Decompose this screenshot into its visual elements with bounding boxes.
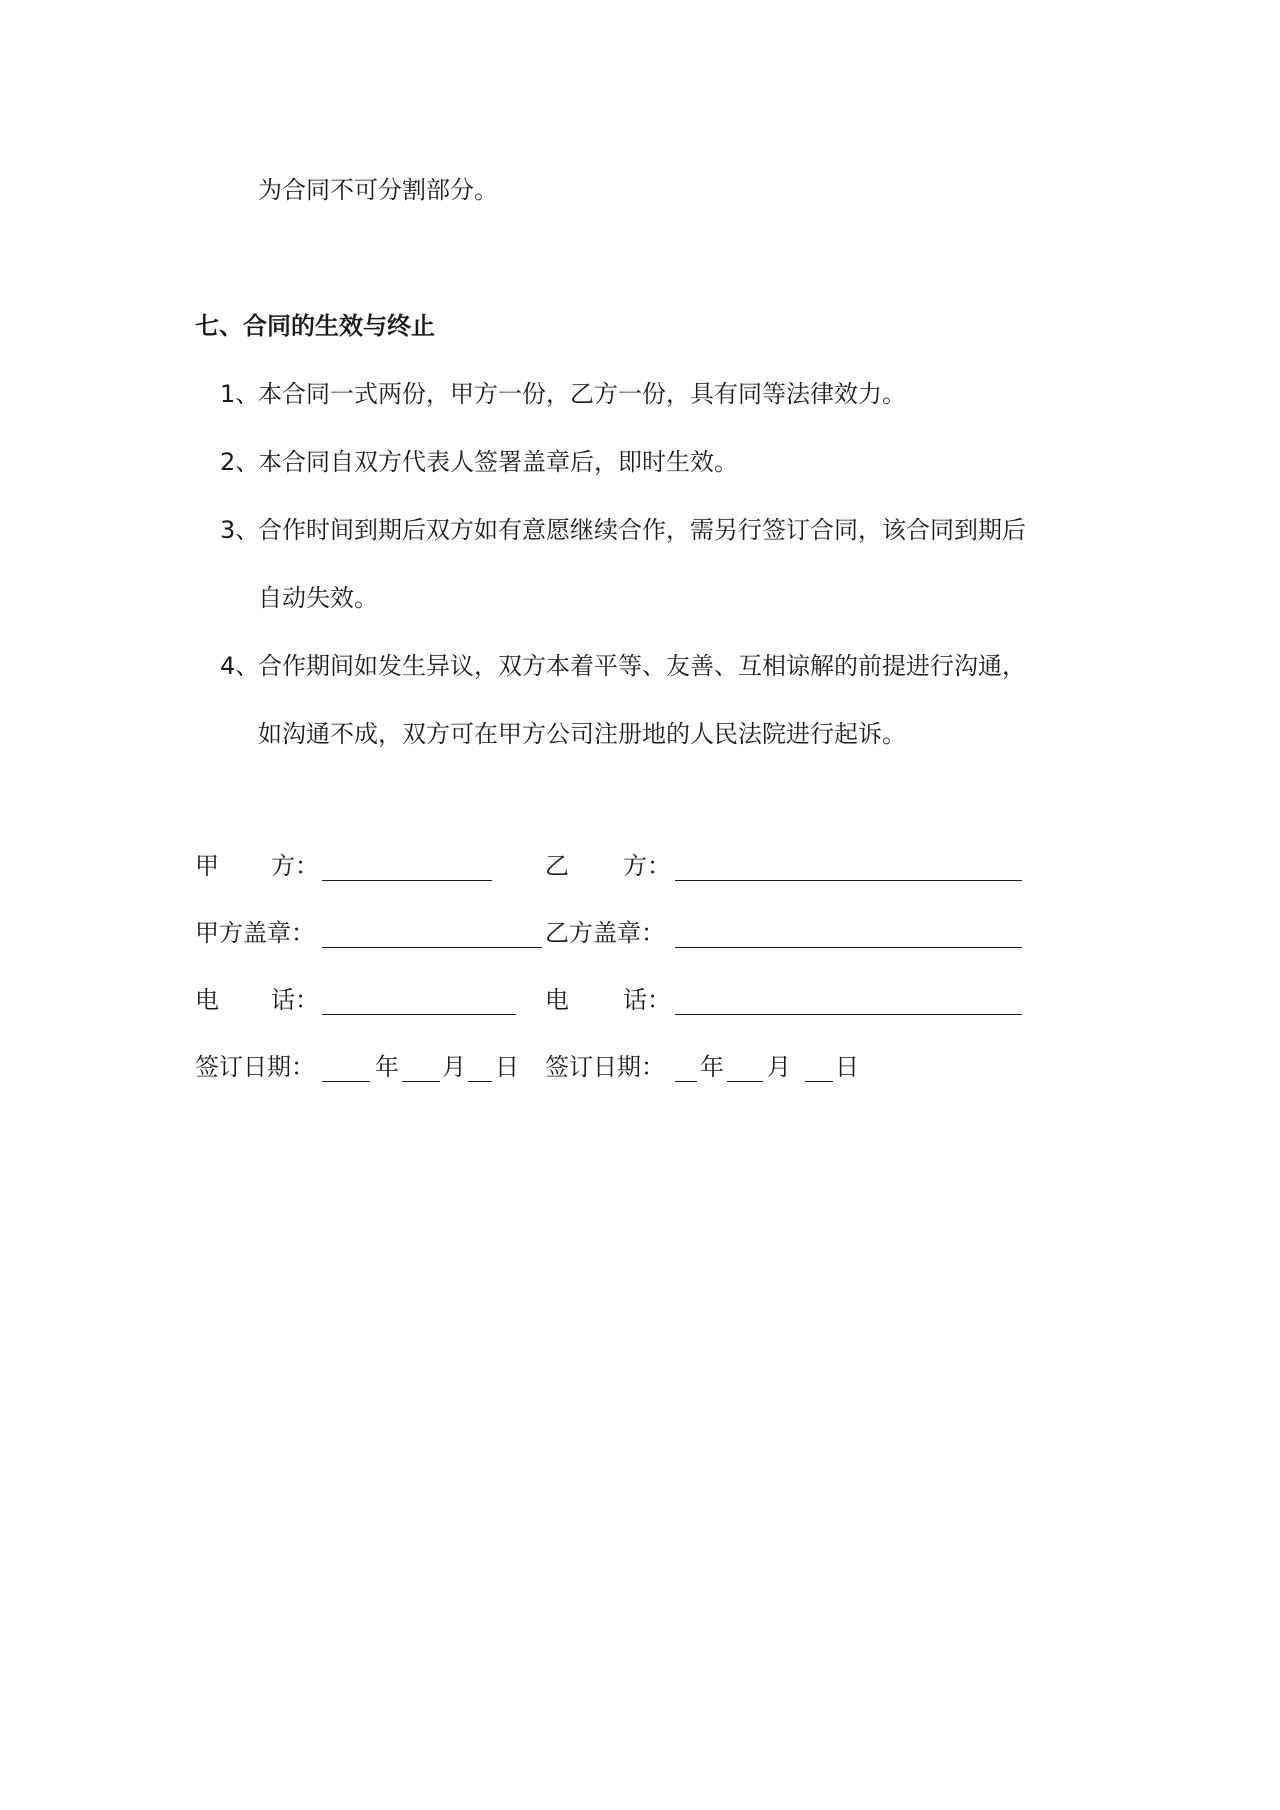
signature-party-row xyxy=(195,848,1095,884)
party-a-label: 甲 xyxy=(195,852,219,880)
date-b-month: 月 xyxy=(767,1053,791,1081)
date-b-label: 签订日期： xyxy=(545,1053,665,1081)
date-a-day-blank[interactable] xyxy=(468,1055,492,1082)
list-item-number: 4、 xyxy=(220,652,260,680)
date-b-day: 日 xyxy=(835,1053,859,1081)
list-item-number: 2、 xyxy=(220,448,260,476)
list-item-number: 3、 xyxy=(220,516,260,544)
signature-date-row xyxy=(195,1049,1095,1085)
phone-a-label-suffix: 话： xyxy=(271,986,319,1014)
phone-b-blank[interactable] xyxy=(675,988,1022,1015)
date-a-label: 签订日期： xyxy=(195,1053,315,1081)
seal-b-label: 乙方盖章： xyxy=(545,919,665,947)
signature-seal-row xyxy=(195,915,1095,951)
date-a-day: 日 xyxy=(495,1053,519,1081)
phone-a-blank[interactable] xyxy=(322,988,516,1015)
date-a-month: 月 xyxy=(442,1053,466,1081)
date-a-year: 年 xyxy=(375,1053,399,1081)
date-b-year-blank[interactable] xyxy=(675,1055,697,1082)
section-heading: 七、合同的生效与终止 xyxy=(195,312,435,340)
seal-a-blank[interactable] xyxy=(322,921,542,948)
seal-a-label: 甲方盖章： xyxy=(195,919,315,947)
list-item-text: 本合同自双方代表人签署盖章后，即时生效。 xyxy=(258,448,738,476)
phone-b-label: 电 xyxy=(545,986,569,1014)
list-item-number: 1、 xyxy=(220,380,260,408)
party-b-label-suffix: 方： xyxy=(623,852,671,880)
list-item-text: 如沟通不成，双方可在甲方公司注册地的人民法院进行起诉。 xyxy=(258,720,906,748)
phone-b-label-suffix: 话： xyxy=(623,986,671,1014)
date-a-month-blank[interactable] xyxy=(402,1055,440,1082)
list-item-text: 合作期间如发生异议，双方本着平等、友善、互相谅解的前提进行沟通， xyxy=(258,652,1026,680)
date-b-month-blank[interactable] xyxy=(727,1055,763,1082)
signature-phone-row xyxy=(195,982,1095,1018)
list-item-text: 本合同一式两份，甲方一份，乙方一份，具有同等法律效力。 xyxy=(258,380,906,408)
party-b-blank[interactable] xyxy=(675,854,1022,881)
date-b-day-blank[interactable] xyxy=(805,1055,833,1082)
date-a-year-blank[interactable] xyxy=(322,1055,370,1082)
list-item-text: 合作时间到期后双方如有意愿继续合作，需另行签订合同，该合同到期后 xyxy=(258,516,1026,544)
party-a-blank[interactable] xyxy=(322,854,492,881)
seal-b-blank[interactable] xyxy=(675,921,1022,948)
party-b-label: 乙 xyxy=(545,852,569,880)
phone-a-label: 电 xyxy=(195,986,219,1014)
party-a-label-suffix: 方： xyxy=(271,852,319,880)
list-item-text: 自动失效。 xyxy=(258,584,378,612)
continuation-text: 为合同不可分割部分。 xyxy=(258,176,498,204)
date-b-year: 年 xyxy=(700,1053,724,1081)
